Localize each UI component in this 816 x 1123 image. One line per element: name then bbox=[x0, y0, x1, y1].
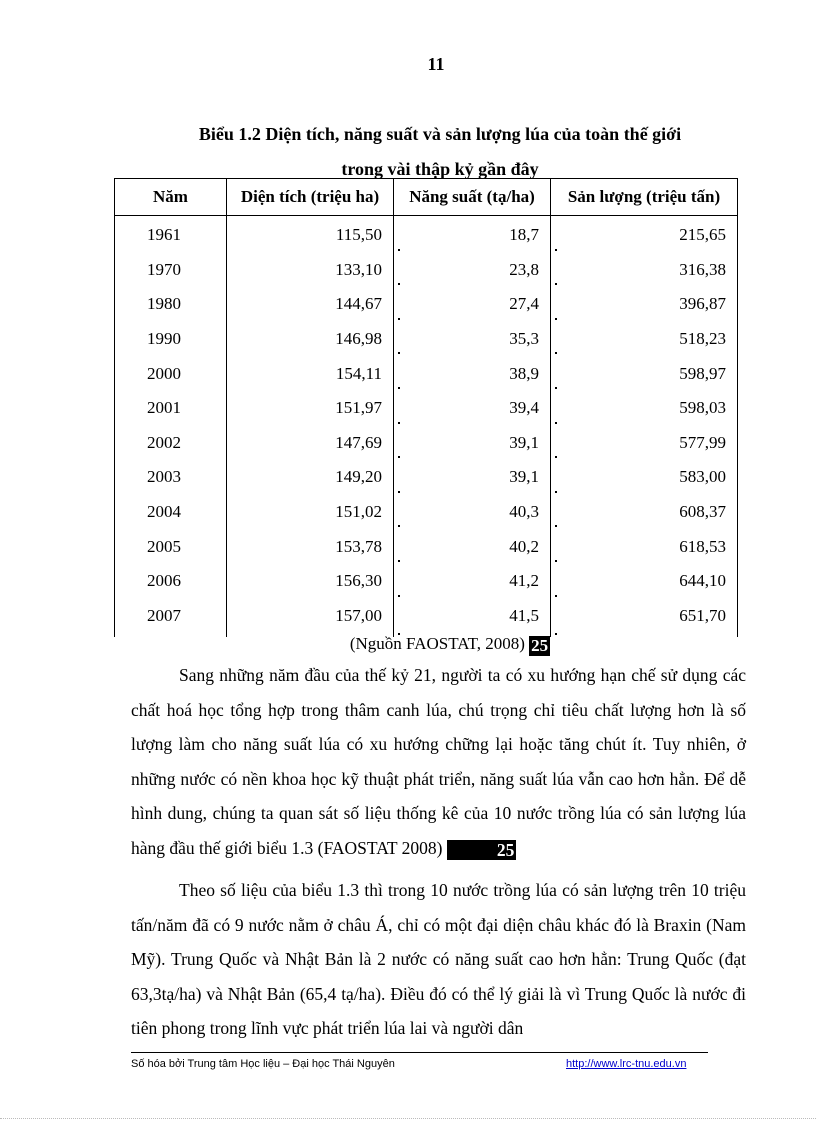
cell-production bbox=[551, 495, 738, 530]
cell-year: 1961 bbox=[115, 216, 227, 253]
cell-production-value: 396,87 bbox=[679, 294, 726, 314]
cell-yield-value: 40,2 bbox=[509, 536, 539, 556]
scan-dot bbox=[555, 387, 557, 389]
cell-yield bbox=[394, 460, 551, 495]
cell-yield-value: 18,7 bbox=[509, 225, 539, 245]
cell-yield-value: 39,4 bbox=[509, 398, 539, 418]
paragraph-1-ref: 25 bbox=[447, 840, 517, 860]
cell-yield bbox=[394, 564, 551, 599]
cell-yield bbox=[394, 426, 551, 461]
table-row bbox=[115, 564, 738, 599]
scan-dot bbox=[398, 595, 400, 597]
page-number: 11 bbox=[427, 54, 445, 74]
scan-dot bbox=[555, 525, 557, 527]
cell-year: 2003 bbox=[115, 460, 227, 495]
scan-dot bbox=[555, 352, 557, 354]
scan-dot bbox=[398, 283, 400, 285]
header-production: Sản lượng (triệu tấn) bbox=[551, 179, 738, 216]
scan-dot bbox=[555, 283, 557, 285]
cell-yield bbox=[394, 495, 551, 530]
cell-yield bbox=[394, 322, 551, 357]
header-year: Năm bbox=[115, 179, 227, 216]
cell-production bbox=[551, 426, 738, 461]
cell-area: 153,78 bbox=[227, 529, 394, 564]
header-yield: Năng suất (tạ/ha) bbox=[394, 179, 551, 216]
cell-production bbox=[551, 529, 738, 564]
cell-yield-value: 27,4 bbox=[509, 294, 539, 314]
cell-yield-value: 38,9 bbox=[509, 363, 539, 383]
rice-statistics-table bbox=[114, 178, 738, 637]
cell-production-value: 644,10 bbox=[679, 571, 726, 591]
cell-area: 149,20 bbox=[227, 460, 394, 495]
cell-year: 2001 bbox=[115, 391, 227, 426]
table-title-line-2: trong vài thập kỷ gần đây bbox=[341, 159, 539, 179]
table-title-line-1: Biểu 1.2 Diện tích, năng suất và sản lượng lúa của toàn thế giới bbox=[198, 124, 682, 144]
scan-dot bbox=[398, 387, 400, 389]
cell-year: 2006 bbox=[115, 564, 227, 599]
cell-area: 115,50 bbox=[227, 216, 394, 253]
cell-production bbox=[551, 253, 738, 288]
cell-production-value: 577,99 bbox=[679, 432, 726, 452]
cell-year: 2002 bbox=[115, 426, 227, 461]
paragraph-1-text: Sang những năm đầu của thế kỷ 21, người ta có xu hướng hạn chế sử dụng các chất hoá học tổng hợp trong thâm canh lúa, chú trọng chỉ tiêu chất lượng hơn là số lượng làm cho năng suất lúa có xu hướng chững lại hoặc tăng chút ít. Tuy nhiên, ở những nước có nền khoa học kỹ thuật phát triển, năng suất lúa vẫn cao hơn hẳn. Để dễ hình dung, chúng ta quan sát số liệu thống kê của 10 nước trồng lúa có sản lượng lúa hàng đầu thế giới biểu 1.3 (FAOSTAT 2008) bbox=[131, 665, 746, 858]
table-source bbox=[0, 634, 816, 656]
source-text: (Nguồn FAOSTAT, 2008) bbox=[349, 634, 525, 653]
table-row bbox=[115, 253, 738, 288]
scan-dot bbox=[398, 525, 400, 527]
paragraph-1 bbox=[131, 658, 746, 865]
cell-year: 2007 bbox=[115, 599, 227, 638]
cell-production bbox=[551, 391, 738, 426]
body-text bbox=[131, 658, 746, 1046]
scan-dot bbox=[555, 318, 557, 320]
cell-yield-value: 23,8 bbox=[509, 259, 539, 279]
cell-area: 154,11 bbox=[227, 356, 394, 391]
cell-production bbox=[551, 356, 738, 391]
page-bottom-divider bbox=[0, 1118, 816, 1119]
table-row bbox=[115, 356, 738, 391]
cell-year: 2000 bbox=[115, 356, 227, 391]
cell-production bbox=[551, 564, 738, 599]
cell-yield bbox=[394, 216, 551, 253]
cell-area: 146,98 bbox=[227, 322, 394, 357]
scan-dot bbox=[555, 249, 557, 251]
scan-dot bbox=[555, 422, 557, 424]
scan-dot bbox=[555, 456, 557, 458]
cell-year: 2005 bbox=[115, 529, 227, 564]
cell-area: 151,02 bbox=[227, 495, 394, 530]
source-ref: 25 bbox=[531, 636, 549, 655]
header-area: Diện tích (triệu ha) bbox=[227, 179, 394, 216]
scan-dot bbox=[398, 422, 400, 424]
cell-yield-value: 41,2 bbox=[509, 571, 539, 591]
cell-area: 147,69 bbox=[227, 426, 394, 461]
footer-credit: Số hóa bởi Trung tâm Học liệu – Đại học Thái Nguyên bbox=[131, 1058, 395, 1070]
table-row bbox=[115, 599, 738, 638]
cell-production-value: 518,23 bbox=[679, 329, 726, 349]
cell-area: 157,00 bbox=[227, 599, 394, 638]
cell-production-value: 583,00 bbox=[679, 467, 726, 487]
scan-dot bbox=[398, 491, 400, 493]
table-row bbox=[115, 287, 738, 322]
cell-yield bbox=[394, 599, 551, 638]
cell-yield bbox=[394, 287, 551, 322]
cell-production-value: 608,37 bbox=[679, 502, 726, 522]
table-row bbox=[115, 529, 738, 564]
cell-production-value: 651,70 bbox=[679, 605, 726, 625]
cell-yield bbox=[394, 529, 551, 564]
scan-dot bbox=[555, 595, 557, 597]
cell-yield bbox=[394, 356, 551, 391]
table-row bbox=[115, 216, 738, 253]
cell-production-value: 618,53 bbox=[679, 536, 726, 556]
cell-yield-value: 39,1 bbox=[509, 432, 539, 452]
cell-yield bbox=[394, 253, 551, 288]
cell-production bbox=[551, 287, 738, 322]
cell-production-value: 598,03 bbox=[679, 398, 726, 418]
cell-production bbox=[551, 322, 738, 357]
scan-dot bbox=[398, 318, 400, 320]
cell-year: 2004 bbox=[115, 495, 227, 530]
table-row bbox=[115, 495, 738, 530]
table-row bbox=[115, 460, 738, 495]
cell-production-value: 215,65 bbox=[679, 225, 726, 245]
table-header-row bbox=[115, 179, 738, 216]
cell-year: 1990 bbox=[115, 322, 227, 357]
scan-dot bbox=[398, 352, 400, 354]
cell-area: 133,10 bbox=[227, 253, 394, 288]
scan-dot bbox=[555, 560, 557, 562]
cell-area: 156,30 bbox=[227, 564, 394, 599]
cell-yield-value: 35,3 bbox=[509, 329, 539, 349]
cell-production-value: 316,38 bbox=[679, 259, 726, 279]
paragraph-2: Theo số liệu của biểu 1.3 thì trong 10 nước trồng lúa có sản lượng trên 10 triệu tấn/năm đã có 9 nước nằm ở châu Á, chỉ có một đại diện châu khác đó là Braxin (Nam Mỹ). Trung Quốc và Nhật Bản là 2 nước có năng suất cao hơn hẳn: Trung Quốc (đạt 63,3tạ/ha) và Nhật Bản (65,4 tạ/ha). Điều đó có thể lý giải là vì Trung Quốc là nước đi tiên phong trong lĩnh vực phát triển lúa lai và người dân bbox=[131, 880, 746, 1038]
cell-year: 1980 bbox=[115, 287, 227, 322]
cell-production bbox=[551, 599, 738, 638]
table-title bbox=[160, 117, 720, 187]
cell-yield-value: 39,1 bbox=[509, 467, 539, 487]
scan-dot bbox=[398, 560, 400, 562]
table-row bbox=[115, 391, 738, 426]
footer-divider bbox=[131, 1052, 708, 1053]
cell-production bbox=[551, 460, 738, 495]
table-row bbox=[115, 322, 738, 357]
table-row bbox=[115, 426, 738, 461]
cell-yield bbox=[394, 391, 551, 426]
scan-dot bbox=[398, 249, 400, 251]
footer-link[interactable]: http://www.lrc-tnu.edu.vn bbox=[566, 1058, 687, 1070]
cell-production bbox=[551, 216, 738, 253]
cell-area: 144,67 bbox=[227, 287, 394, 322]
cell-yield-value: 41,5 bbox=[509, 605, 539, 625]
cell-area: 151,97 bbox=[227, 391, 394, 426]
scan-dot bbox=[398, 456, 400, 458]
cell-production-value: 598,97 bbox=[679, 363, 726, 383]
scan-dot bbox=[555, 491, 557, 493]
cell-year: 1970 bbox=[115, 253, 227, 288]
cell-yield-value: 40,3 bbox=[509, 502, 539, 522]
